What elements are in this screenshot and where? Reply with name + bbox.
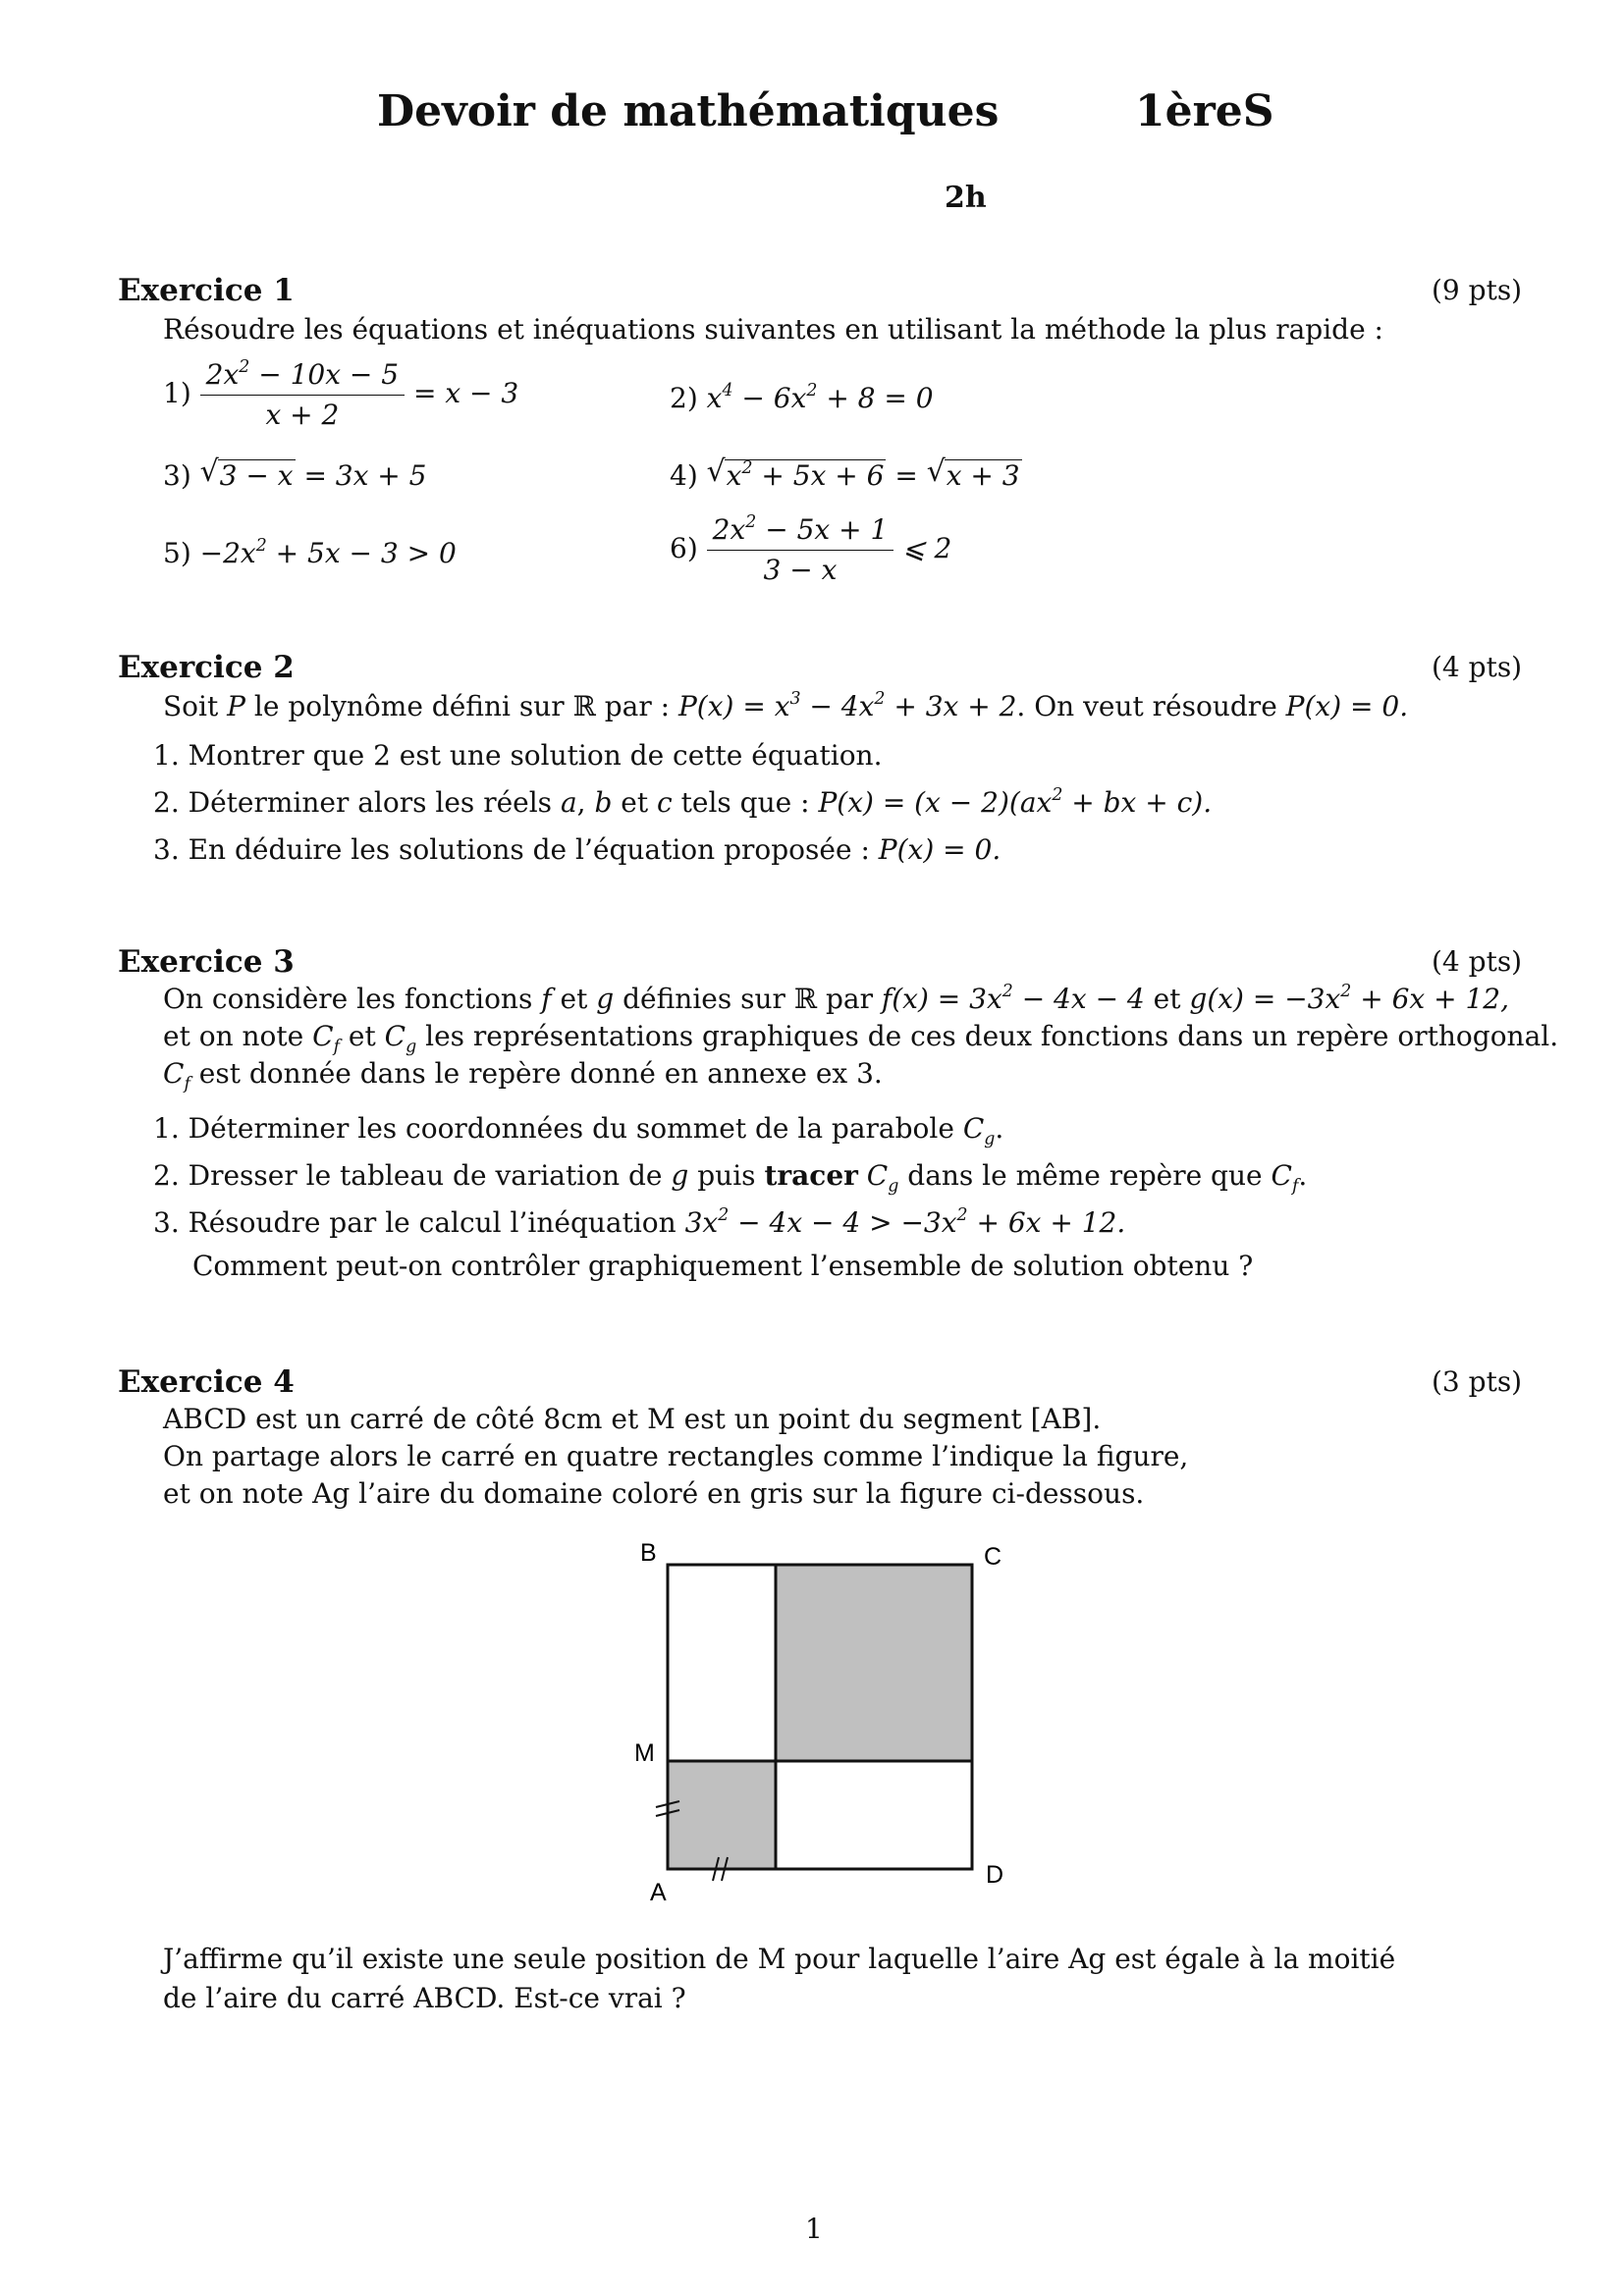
- step-text: 2. Dresser le tableau de variation de: [153, 1159, 663, 1192]
- label-d: D: [986, 1861, 1004, 1889]
- line-part: et on note: [163, 1020, 304, 1052]
- exercise-4-conclusion-2: de l’aire du carré ABCD. Est-ce vrai ?: [163, 1982, 686, 2014]
- line-part: définies sur ℝ par: [623, 983, 873, 1015]
- exercise-3-question: Comment peut-on contrôler graphiquement l’ensemble de solution obtenu ?: [192, 1250, 1254, 1282]
- eq-2: 2) $x^4 - 6x^2 + 8 = 0$: [670, 380, 934, 414]
- page-number: 1: [805, 2213, 823, 2245]
- exercise-4-line-1: ABCD est un carré de côté 8cm et M est un point du segment [AB].: [163, 1403, 1102, 1435]
- label-b: B: [640, 1539, 657, 1567]
- exercise-1-points: (9 pts): [1432, 274, 1523, 306]
- exercise-4-title: Exercice 4: [118, 1364, 295, 1400]
- exercise-3-step-2: 2. Dresser le tableau de variation de g puis tracer $C_g$ dans le même repère que $C_f$.: [153, 1159, 1308, 1197]
- exercise-3-line-3: $C_f$ est donnée dans le repère donné en annexe ex 3.: [163, 1057, 883, 1095]
- item-label: 6): [670, 532, 698, 564]
- eq-3: 3) √ 3 − x = 3x + 5: [163, 459, 426, 490]
- label-c: C: [984, 1543, 1002, 1571]
- line-part: les représentations graphiques de ces deux fonctions dans un repère orthogonal.: [425, 1020, 1559, 1052]
- line-part: et: [1153, 983, 1181, 1015]
- exercise-2-title: Exercice 2: [118, 650, 295, 685]
- shaded-rectangle-bottom: [668, 1761, 776, 1869]
- item-label: 2): [670, 382, 698, 414]
- label-a: A: [650, 1879, 667, 1906]
- item-label: 3): [163, 459, 191, 492]
- item-label: 5): [163, 537, 191, 569]
- exercise-1-title: Exercice 1: [118, 273, 295, 308]
- exercise-3-step-3: 3. Résoudre par le calcul l’inéquation $3x^2 - 4x - 4 > -3x^2 + 6x + 12$.: [153, 1204, 1126, 1239]
- exercise-2-intro: Soit P le polynôme défini sur ℝ par : $P(x) = x^3 - 4x^2 + 3x + 2$. On veut résoudre P(x) = 0.: [163, 688, 1409, 722]
- step-text: dans le même repère que: [907, 1159, 1263, 1192]
- exercise-2-points: (4 pts): [1432, 651, 1523, 683]
- step-text: puis: [697, 1159, 756, 1192]
- step-text: 1. Déterminer les coordonnées du sommet de la parabole: [153, 1112, 954, 1145]
- step-text: 2. Déterminer alors les réels: [153, 786, 553, 819]
- eq-5: $5) -2x^2 + 5x - 3 > 0$: [163, 535, 457, 569]
- line-part: On considère les fonctions: [163, 983, 533, 1015]
- page-title: Devoir de mathématiques: [377, 86, 1000, 136]
- intro-part: . On veut résoudre: [1016, 690, 1286, 722]
- exercise-2-step-3: 3. En déduire les solutions de l’équation proposée : P(x) = 0.: [153, 833, 1001, 866]
- exercise-3-step-1: 1. Déterminer les coordonnées du sommet de la parabole $C_g$.: [153, 1112, 1004, 1149]
- exercise-2-step-2: 2. Déterminer alors les réels a, b et c tels que : $P(x) = (x - 2)(ax^2$ + bx + c).: [153, 784, 1213, 819]
- class-level: 1èreS: [1135, 86, 1274, 136]
- exercise-4-line-2: On partage alors le carré en quatre rectangles comme l’indique la figure,: [163, 1440, 1189, 1472]
- label-m: M: [634, 1739, 655, 1767]
- shaded-rectangle-top: [776, 1565, 972, 1761]
- exercise-2-step-1: 1. Montrer que 2 est une solution de cette équation.: [153, 739, 883, 772]
- square-figure: [628, 1539, 1021, 1912]
- exercise-3-line-1: On considère les fonctions f et g définies sur ℝ par $f(x) = 3x^2 - 4x - 4$ et $g(x) = -3x^2 + 6x + 12$,: [163, 981, 1509, 1015]
- intro-part: le polynôme défini sur ℝ par :: [245, 690, 678, 722]
- exercise-4-line-3: et on note Ag l’aire du domaine coloré en gris sur la figure ci-dessous.: [163, 1477, 1145, 1510]
- step-text: 3. En déduire les solutions de l’équation proposée :: [153, 833, 870, 866]
- item-label: 4): [670, 459, 698, 492]
- duration: 2h: [945, 181, 987, 215]
- exercise-3-title: Exercice 3: [118, 944, 295, 980]
- eq-1: 1) $\frac{2x^2 - 10x - 5}{x + 2}$ = x − 3: [163, 356, 519, 431]
- eq-6: 6) $\frac{2x^2 - 5x + 1}{3 - x}$ ⩽ 2: [670, 511, 952, 586]
- step-bold: tracer: [764, 1159, 858, 1192]
- exercise-1-intro: Résoudre les équations et inéquations suivantes en utilisant la méthode la plus rapide :: [163, 313, 1383, 346]
- exercise-3-line-2: et on note $C_f$ et $C_g$ les représentations graphiques de ces deux fonctions dans un repère orthogonal.: [163, 1020, 1559, 1057]
- exercise-4-points: (3 pts): [1432, 1365, 1523, 1398]
- item-label: 1): [163, 377, 191, 409]
- intro-part: Soit: [163, 690, 228, 722]
- line-part: est donnée dans le repère donné en annexe ex 3.: [198, 1057, 883, 1090]
- exercise-3-points: (4 pts): [1432, 945, 1523, 978]
- exercise-4-conclusion-1: J’affirme qu’il existe une seule position de M pour laquelle l’aire Ag est égale à la moitié: [163, 1943, 1396, 1975]
- line-part: et: [348, 1020, 376, 1052]
- line-part: et: [560, 983, 588, 1015]
- eq-4: 4) √ $x^2 + 5x + 6$ = √ x + 3: [670, 459, 1022, 490]
- step-text: 3. Résoudre par le calcul l’inéquation: [153, 1206, 677, 1239]
